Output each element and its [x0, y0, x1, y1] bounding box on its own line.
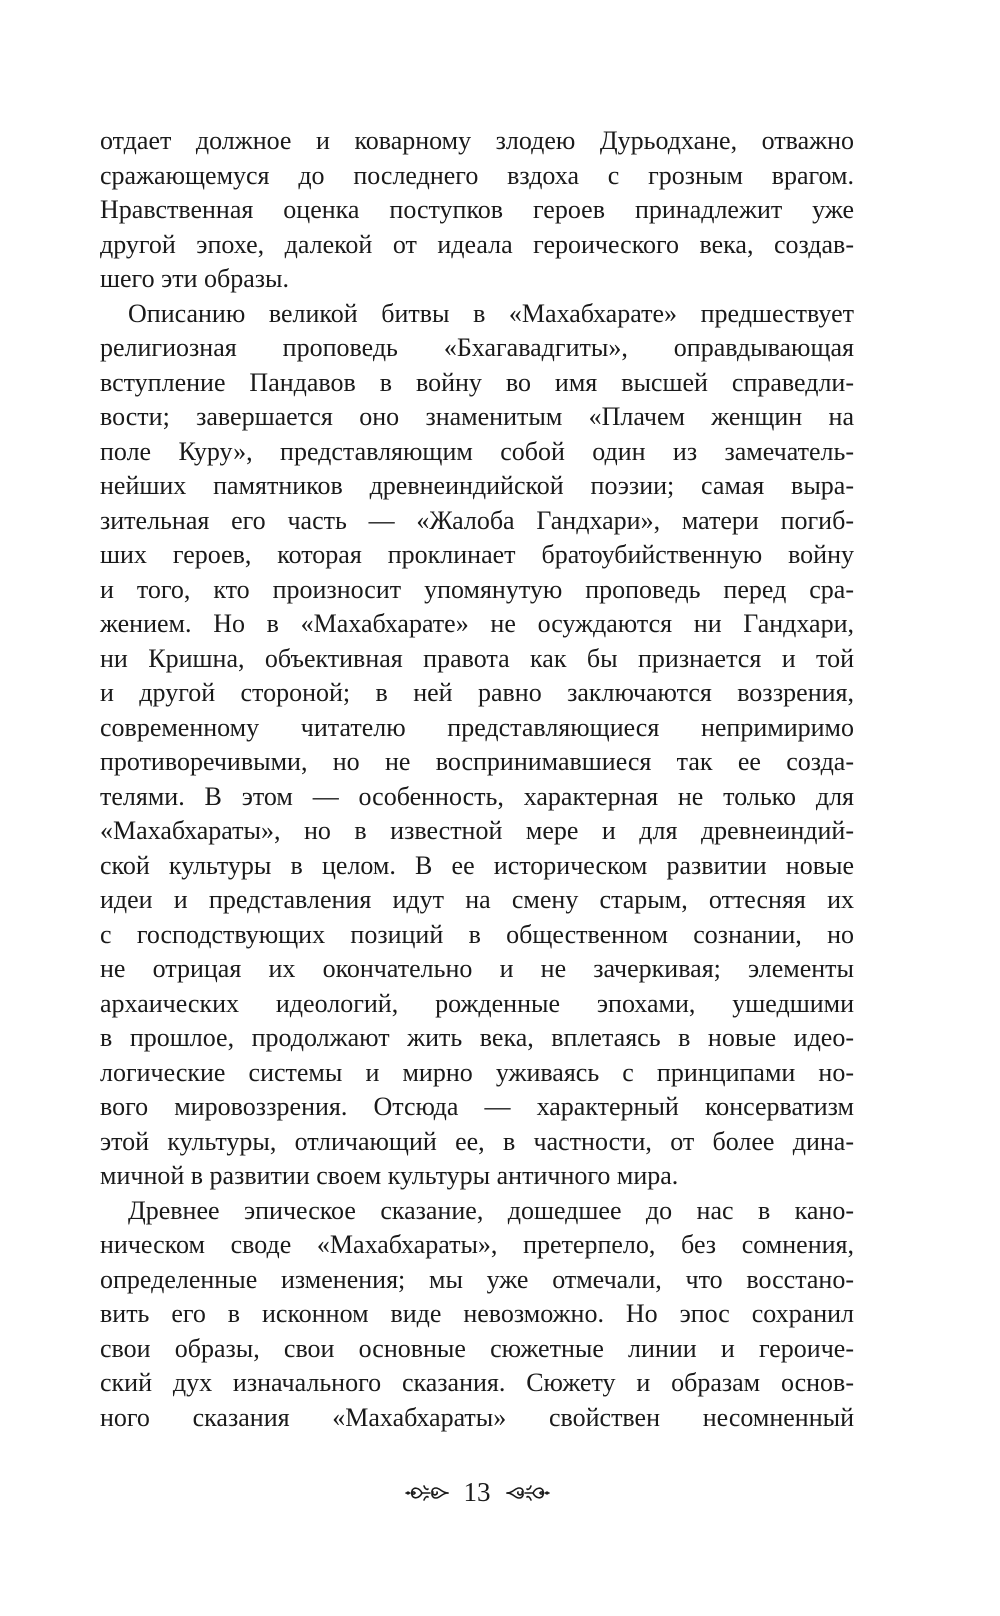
text-line: и другой стороной; в ней равно заключаются воззрения, — [100, 678, 854, 707]
text-line: противоречивыми, но не воспринимавшиеся так ее созда- — [100, 747, 854, 776]
text-line: ническом своде «Махабхараты», претерпело, без сомнения, — [100, 1230, 854, 1259]
text-line: определенные изменения; мы уже отмечали, что восстано- — [100, 1264, 854, 1294]
text-line: ской культуры в целом. В ее историческом развитии новые — [100, 850, 854, 880]
paragraph-1 — [100, 124, 854, 297]
text-line: ни Кришна, объективная правота как бы признается и той — [100, 643, 854, 673]
text-line: архаических идеологий, рожденные эпохами, ушедшими — [100, 988, 854, 1018]
text-line: вого мировоззрения. Отсюда — характерный консерватизм — [100, 1092, 854, 1121]
text-line: современному читателю представляющиеся непримиримо — [100, 712, 854, 742]
text-line: телями. В этом — особенность, характерная не только для — [100, 781, 854, 811]
text-line: Описанию великой битвы в «Махабхарате» предшествует — [128, 298, 854, 328]
text-line: поле Куру», представляющим собой один из замечатель- — [100, 436, 854, 466]
text-line: не отрицая их окончательно и не зачеркивая; элементы — [100, 954, 854, 983]
right-ornament-icon — [505, 1480, 551, 1506]
text-line: Нравственная оценка поступков героев принадлежит уже — [100, 195, 854, 224]
text-line: мичной в развитии своем культуры античного мира. — [100, 1161, 679, 1190]
text-line: идеи и представления идут на смену старым, оттесняя их — [100, 885, 854, 914]
page-body — [100, 124, 854, 1435]
text-line: и того, кто произносит упомянутую проповедь перед сра- — [100, 574, 854, 604]
left-ornament-icon — [404, 1480, 450, 1506]
text-line: Древнее эпическое сказание, дошедшее до нас в кано- — [128, 1195, 854, 1225]
text-line: жением. Но в «Махабхарате» не осуждаются ни Гандхари, — [100, 609, 854, 638]
text-line: вости; завершается оно знаменитым «Плачем женщин на — [100, 402, 854, 431]
text-line: этой культуры, отличающий ее, в частности, от более дина- — [100, 1126, 854, 1156]
text-line: зительная его часть — «Жалоба Гандхари», матери погиб- — [100, 505, 854, 535]
page-number: 13 — [463, 1477, 491, 1507]
text-line: нейших памятников древнеиндийской поэзии; самая выра- — [100, 471, 854, 500]
paragraph-3 — [100, 1194, 854, 1436]
text-line: сражающемуся до последнего вздоха с грозным врагом. — [100, 160, 854, 190]
text-line: логические системы и мирно уживаясь с принципами но- — [100, 1057, 854, 1087]
page-footer — [0, 1477, 954, 1508]
text-line: с господствующих позиций в общественном сознании, но — [100, 919, 854, 949]
text-line: ших героев, которая проклинает братоубийственную войну — [100, 540, 854, 569]
text-line: ский дух изначального сказания. Сюжету и образам основ- — [100, 1368, 854, 1397]
paragraph-2 — [100, 297, 854, 1194]
text-line: шего эти образы. — [100, 264, 290, 293]
text-line: «Махабхараты», но в известной мере и для древнеиндий- — [100, 816, 854, 845]
text-line: ного сказания «Махабхараты» свойствен несомненный — [100, 1402, 854, 1432]
text-line: вступление Пандавов в войну во имя высшей справедли- — [100, 367, 854, 397]
text-line: другой эпохе, далекой от идеала героического века, создав- — [100, 229, 854, 259]
text-line: религиозная проповедь «Бхагавадгиты», оправдывающая — [100, 333, 854, 362]
text-line: отдает должное и коварному злодею Дурьодхане, отважно — [100, 126, 854, 155]
text-line: вить его в исконном виде невозможно. Но эпос сохранил — [100, 1299, 854, 1328]
text-line: свои образы, свои основные сюжетные линии и героиче- — [100, 1333, 854, 1363]
text-line: в прошлое, продолжают жить века, вплетаясь в новые идео- — [100, 1023, 854, 1052]
